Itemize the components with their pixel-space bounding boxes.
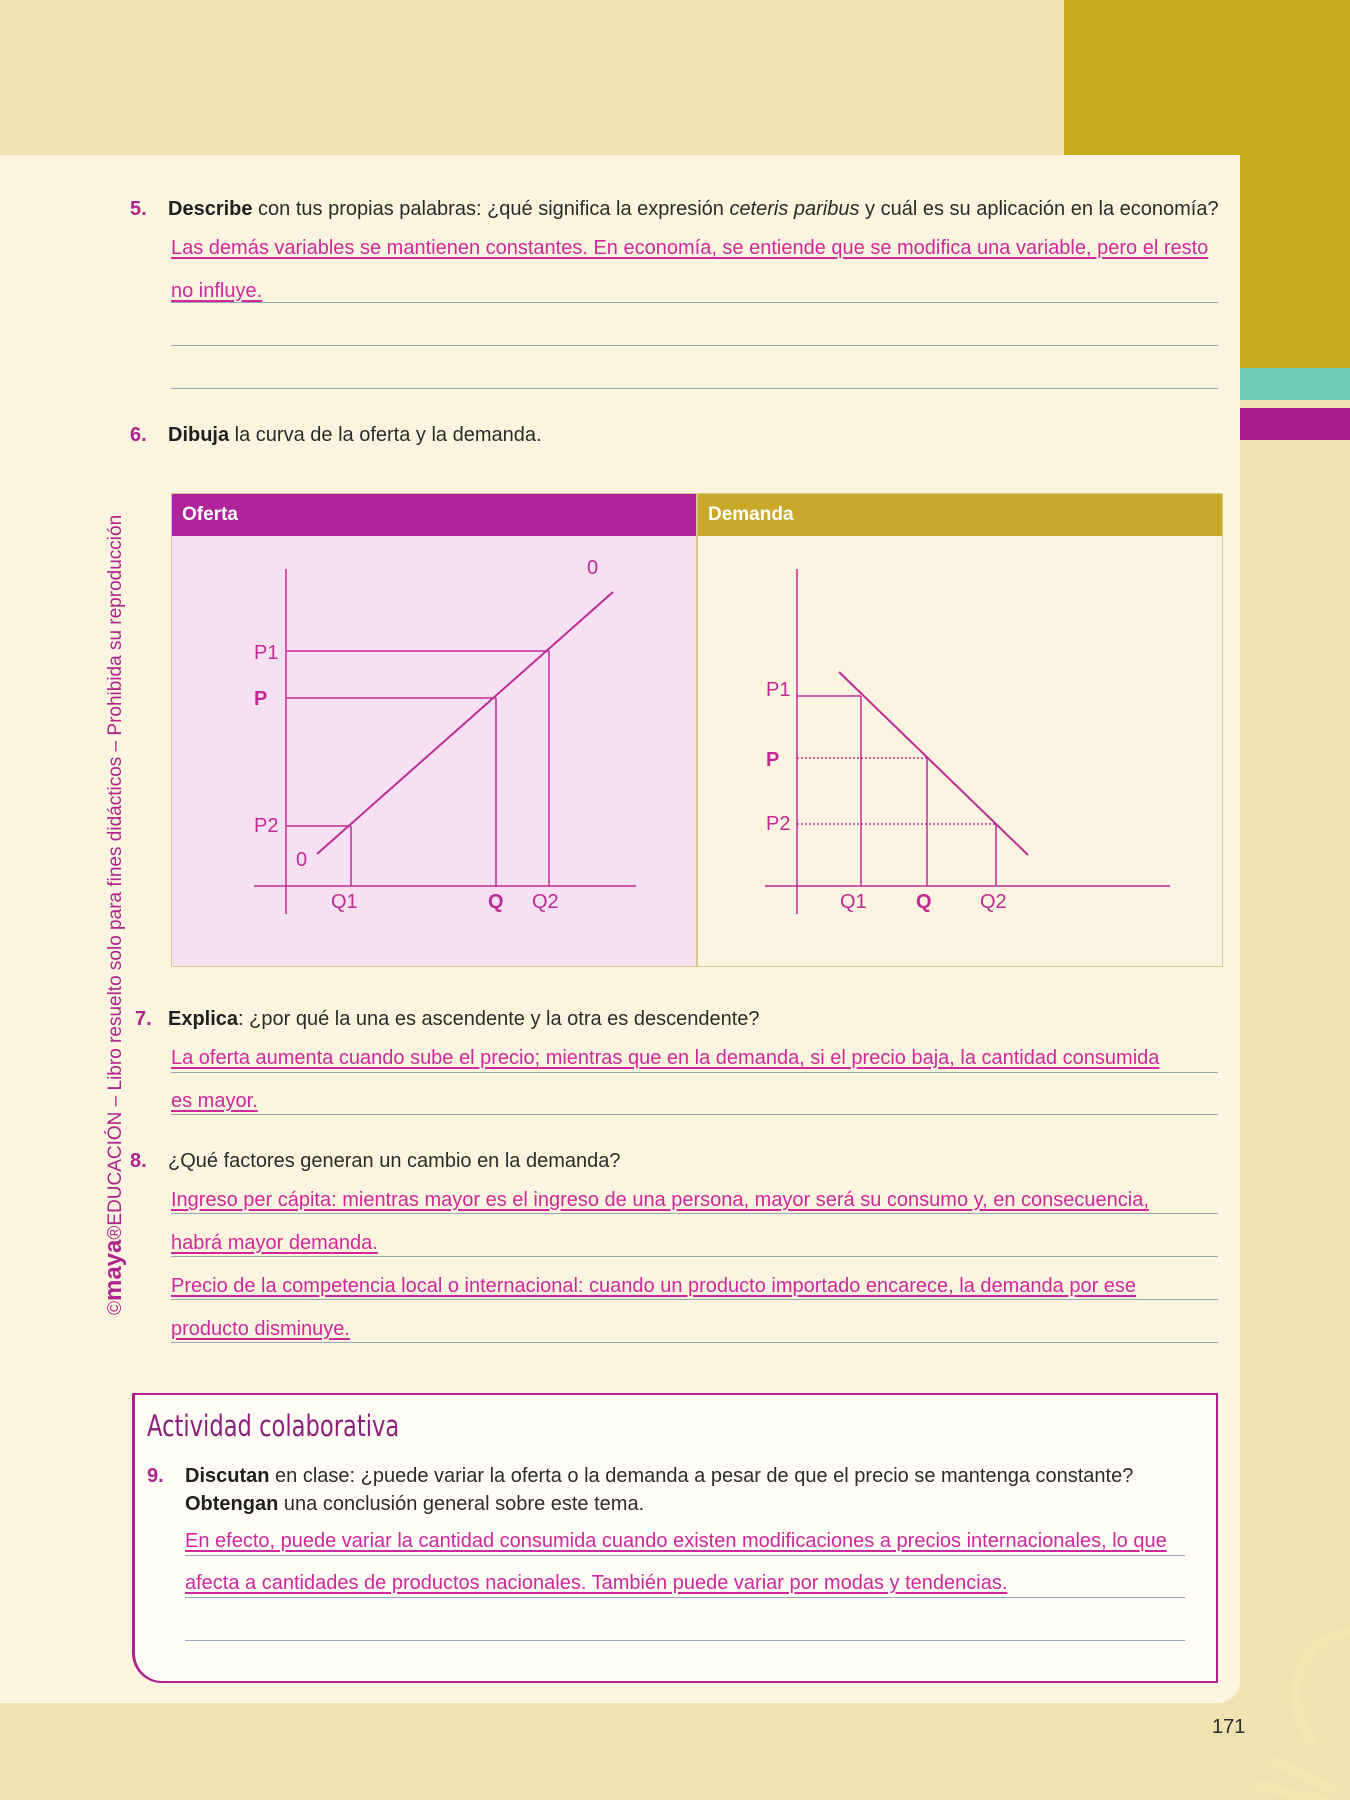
q7-prompt xyxy=(168,1008,760,1031)
q7-verb: Explica xyxy=(168,1008,239,1030)
q8-answer-line-3: Precio de la competencia local o internacional: cuando un producto importado encarece, la demanda por ese xyxy=(171,1275,1137,1297)
supply-curve-label: 0 xyxy=(587,557,599,579)
copyright-symbol: © xyxy=(105,1301,126,1315)
demand-chart-svg xyxy=(698,494,1224,968)
q6-number: 6. xyxy=(130,424,147,446)
demand-tick-q: Q xyxy=(916,891,932,913)
answer-rule xyxy=(171,1114,1218,1115)
collab-title: Actividad colaborativa xyxy=(147,1409,400,1443)
q8-number: 8. xyxy=(130,1150,147,1172)
answer-rule xyxy=(171,1213,1218,1214)
demand-tick-p2: P2 xyxy=(766,813,791,835)
answer-rule xyxy=(171,1256,1218,1257)
collaborative-activity-box xyxy=(132,1393,1218,1683)
q5-answer-line-2: no influye. xyxy=(171,280,263,302)
supply-curve xyxy=(317,592,613,854)
answer-rule xyxy=(171,345,1218,346)
q9-prompt-line-2 xyxy=(185,1493,644,1516)
answer-rule xyxy=(185,1597,1185,1598)
q9-text-2: una conclusión general sobre este tema. xyxy=(278,1493,645,1515)
q8-answer-line-4: producto disminuye. xyxy=(171,1318,350,1340)
q9-verb-2: Obtengan xyxy=(185,1493,279,1515)
answer-rule xyxy=(185,1640,1185,1641)
section-tab-magenta xyxy=(1240,408,1350,440)
demand-tick-q1: Q1 xyxy=(840,891,867,913)
demand-chart-title: Demanda xyxy=(698,494,1222,536)
q5-text-a: con tus propias palabras: ¿qué significa la expresión xyxy=(252,198,730,220)
q9-answer-line-1: En efecto, puede variar la cantidad consumida cuando existen modificaciones a precios internacionales, lo que xyxy=(185,1530,1167,1552)
supply-chart-title: Oferta xyxy=(172,494,696,536)
q6-verb: Dibuja xyxy=(168,424,230,446)
q9-number: 9. xyxy=(147,1465,164,1487)
page-number: 171 xyxy=(1212,1716,1246,1738)
q6-prompt xyxy=(168,424,542,447)
q5-answer-line-1: Las demás variables se mantienen constantes. En economía, se entiende que se modifica una variable, pero el resto xyxy=(171,237,1209,259)
supply-tick-q1: Q1 xyxy=(331,891,358,913)
section-tab-teal xyxy=(1240,368,1350,400)
q7-text: : ¿por qué la una es ascendente y la otra es descendente? xyxy=(238,1008,760,1030)
q7-answer-line-2: es mayor. xyxy=(171,1090,258,1112)
supply-chart-panel xyxy=(171,493,697,967)
decorative-right-strip xyxy=(1240,440,1350,1800)
demand-tick-q2: Q2 xyxy=(980,891,1007,913)
answer-rule xyxy=(171,1342,1218,1343)
answer-rule xyxy=(171,1072,1218,1073)
supply-tick-p2: P2 xyxy=(254,815,279,837)
q5-italic: ceteris paribus xyxy=(729,198,860,220)
side-text-rest: EDUCACIÓN – Libro resuelto solo para fines didácticos – Prohibida su reproducción xyxy=(105,514,126,1226)
q7-number: 7. xyxy=(135,1008,152,1030)
supply-tick-p1: P1 xyxy=(254,642,279,664)
answer-rule xyxy=(171,388,1218,389)
q5-text-b: y cuál es su aplicación en la economía? xyxy=(859,198,1219,220)
q5-prompt xyxy=(168,198,1219,221)
supply-tick-p: P xyxy=(254,688,268,710)
q9-prompt-line-1 xyxy=(185,1465,1133,1488)
header-band xyxy=(0,0,1064,155)
supply-chart-svg xyxy=(172,494,698,968)
brand-logo: maya xyxy=(100,1239,127,1301)
q8-answer-line-2: habrá mayor demanda. xyxy=(171,1232,378,1254)
supply-tick-q2: Q2 xyxy=(532,891,559,913)
footer-band xyxy=(0,1703,1350,1800)
q8-answer-line-1: Ingreso per cápita: mientras mayor es el ingreso de una persona, mayor será su consumo y, en consecuencia, xyxy=(171,1189,1149,1211)
supply-tick-q: Q xyxy=(488,891,504,913)
demand-curve xyxy=(839,672,1028,855)
q5-verb: Describe xyxy=(168,198,253,220)
answer-rule xyxy=(171,1299,1218,1300)
q9-answer-line-2: afecta a cantidades de productos nacionales. También puede variar por modas y tendencias. xyxy=(185,1572,1008,1594)
answer-rule xyxy=(185,1555,1185,1556)
supply-origin-label: 0 xyxy=(296,849,308,871)
q8-prompt: ¿Qué factores generan un cambio en la demanda? xyxy=(168,1150,621,1172)
demand-chart-panel xyxy=(697,493,1223,967)
q6-text: la curva de la oferta y la demanda. xyxy=(229,424,542,446)
demand-tick-p1: P1 xyxy=(766,679,791,701)
q9-text-1: en clase: ¿puede variar la oferta o la demanda a pesar de que el precio se mantenga constante? xyxy=(269,1465,1134,1487)
answer-rule xyxy=(171,302,1218,303)
lightbulb-icon xyxy=(1252,1620,1350,1800)
q5-number: 5. xyxy=(130,198,147,220)
q7-answer-line-1: La oferta aumenta cuando sube el precio; mientras que en la demanda, si el precio baja, la cantidad consumida xyxy=(171,1047,1160,1069)
registered-symbol: ® xyxy=(105,1225,126,1240)
q9-verb-1: Discutan xyxy=(185,1465,270,1487)
demand-tick-p: P xyxy=(766,749,780,771)
side-copyright-text xyxy=(100,515,128,1315)
